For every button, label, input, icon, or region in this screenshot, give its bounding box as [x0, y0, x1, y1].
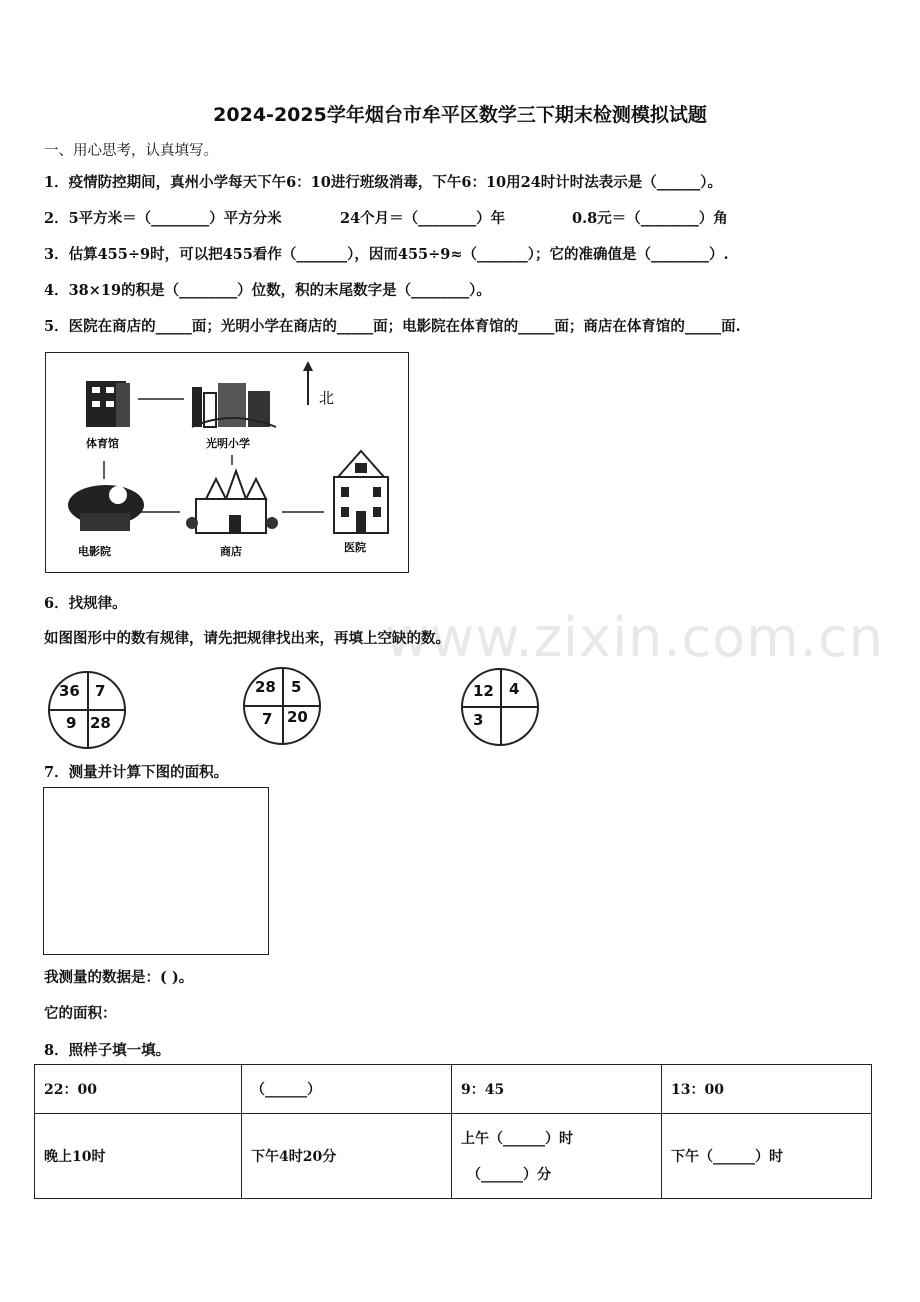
circle1-bottom-right: 28 — [90, 714, 111, 732]
table-row — [35, 1065, 872, 1114]
label-cinema: 电影院 — [78, 545, 111, 558]
time-table — [34, 1064, 872, 1199]
circle2-bottom-right: 20 — [287, 708, 308, 726]
table-row — [35, 1114, 872, 1199]
map-drawing — [46, 353, 408, 572]
table-cell: 13：00 — [662, 1065, 872, 1114]
measure-rectangle — [43, 787, 269, 955]
circle2-top-right: 5 — [291, 678, 302, 696]
question-7-measure: 我测量的数据是：( )。 — [44, 969, 194, 986]
question-6-desc: 如图图形中的数有规律，请先把规律找出来，再填上空缺的数。 — [44, 630, 450, 647]
circle1-top-right: 7 — [95, 682, 106, 700]
question-7-area: 它的面积： — [44, 1005, 117, 1022]
label-gym: 体育馆 — [86, 437, 119, 450]
watermark: www.zixin.com.cn — [385, 606, 884, 669]
map-figure — [45, 352, 409, 573]
circle1-top-left: 36 — [59, 682, 80, 700]
question-5: 5．医院在商店的_____面；光明小学在商店的_____面；电影院在体育馆的_____面；商店在体育馆的_____面. — [44, 318, 741, 335]
question-1: 1．疫情防控期间，真州小学每天下午6：10进行班级消毒，下午6：10用24时计时法表示是（______）。 — [44, 174, 723, 191]
circle2-bottom-left: 7 — [262, 710, 273, 728]
question-7: 7．测量并计算下图的面积。 — [44, 764, 229, 781]
table-cell-line: （______）分 — [467, 1167, 551, 1183]
school-icon — [192, 383, 276, 427]
label-hospital: 医院 — [344, 541, 366, 554]
question-2c: 0.8元＝（________）角 — [572, 210, 728, 227]
table-cell: 下午4时20分 — [242, 1114, 452, 1199]
shop-icon — [186, 471, 278, 533]
question-4: 4．38×19的积是（________）位数，积的末尾数字是（________）。 — [44, 282, 491, 299]
question-8: 8．照样子填一填。 — [44, 1042, 171, 1059]
circle3-top-left: 12 — [473, 682, 494, 700]
table-cell — [452, 1114, 662, 1199]
circle3-bottom-left: 3 — [473, 711, 484, 729]
table-cell: 晚上10时 — [35, 1114, 242, 1199]
question-3: 3．估算455÷9时，可以把455看作（_______），因而455÷9≈（_______）；它的准确值是（________）. — [44, 246, 729, 263]
hospital-icon — [334, 451, 388, 533]
north-label: 北 — [319, 389, 335, 407]
label-shop: 商店 — [220, 545, 242, 558]
section-heading: 一、用心思考，认真填写。 — [44, 143, 218, 159]
circle2-top-left: 28 — [255, 678, 276, 696]
pattern-circle-3 — [461, 668, 539, 746]
label-school: 光明小学 — [206, 437, 250, 450]
table-cell: （______） — [242, 1065, 452, 1114]
table-cell: 22：00 — [35, 1065, 242, 1114]
table-cell-line: 上午（______）时 — [461, 1131, 573, 1147]
cinema-icon — [68, 485, 144, 531]
question-2a: 2．5平方米＝（________）平方分米 — [44, 210, 282, 227]
table-cell: 下午（______）时 — [662, 1114, 872, 1199]
page-title: 2024-2025学年烟台市牟平区数学三下期末检测模拟试题 — [213, 104, 707, 126]
table-cell: 9：45 — [452, 1065, 662, 1114]
gym-icon — [86, 381, 130, 427]
pattern-circle-2 — [243, 667, 321, 745]
question-2b: 24个月＝（________）年 — [340, 210, 506, 227]
circle1-bottom-left: 9 — [66, 714, 77, 732]
circle3-top-right: 4 — [509, 680, 520, 698]
pattern-circle-1 — [48, 671, 126, 749]
question-6: 6．找规律。 — [44, 595, 127, 612]
